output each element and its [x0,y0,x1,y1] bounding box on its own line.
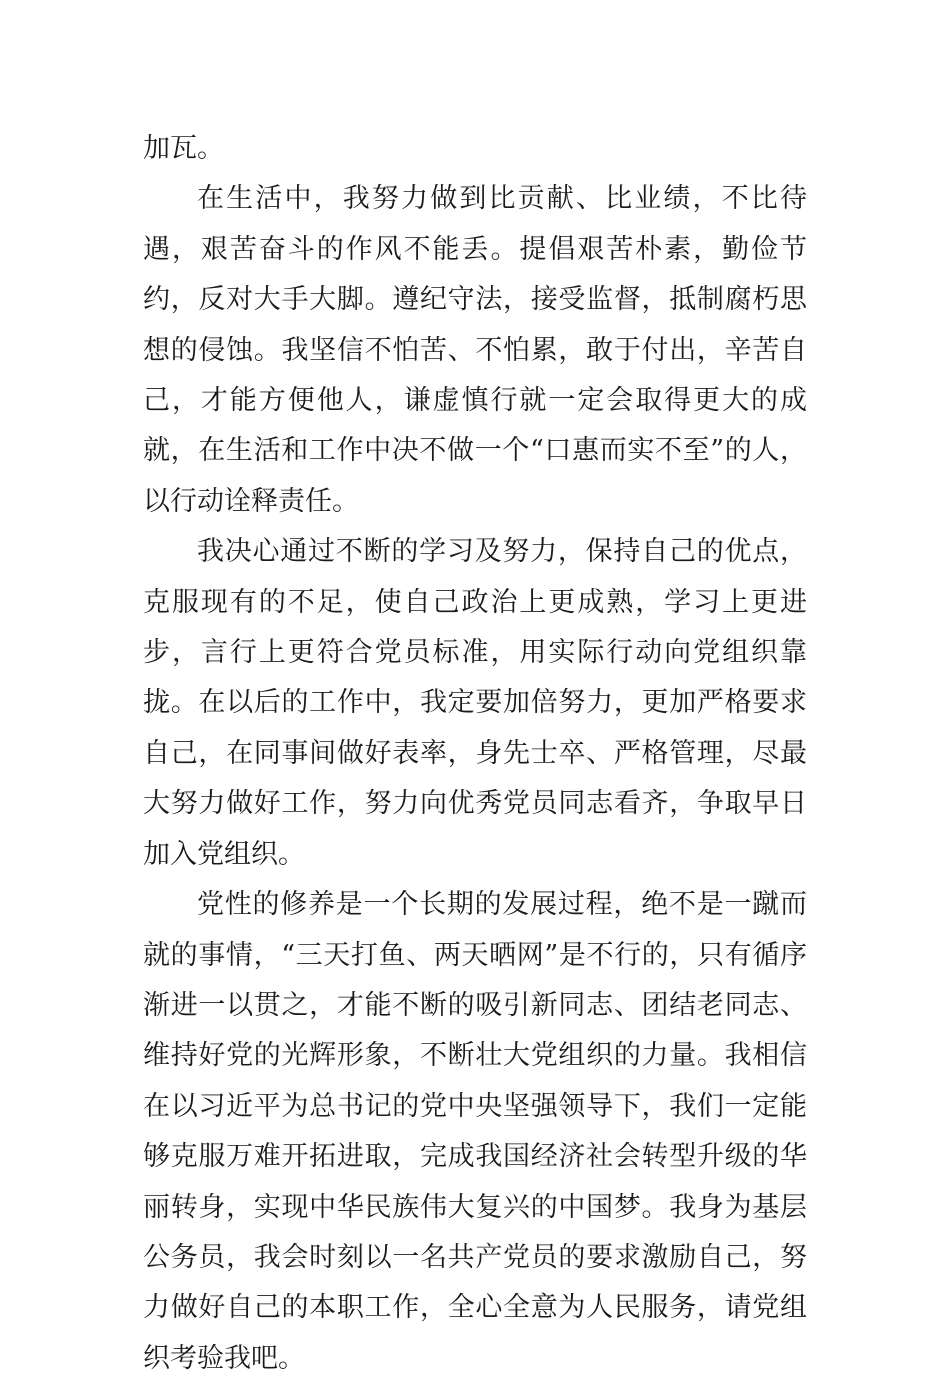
paragraph-party-cultivation: 党性的修养是一个长期的发展过程，绝不是一蹴而就的事情，“三天打鱼、两天晒网”是不行的，只有循序渐进一以贯之，才能不断的吸引新同志、团结老同志、维持好党的光辉形象，不断壮大党组织的力量。我相信在以习近平为总书记的党中央坚强领导下，我们一定能够克服万难开拓进取，完成我国经济社会转型升级的华丽转身，实现中华民族伟大复兴的中国梦。我身为基层公务员，我会时刻以一名共产党员的要求激励自己，努力做好自己的本职工作，全心全意为人民服务，请党组织考验我吧。 [143,889,807,1374]
paragraph-continuation: 加瓦。 [143,133,224,164]
paragraph-resolve: 我决心通过不断的学习及努力，保持自己的优点，克服现有的不足，使自己政治上更成熟，学习上更进步，言行上更符合党员标准，用实际行动向党组织靠拢。在以后的工作中，我定要加倍努力，更加严格要求自己，在同事间做好表率，身先士卒、严格管理，尽最大努力做好工作，努力向优秀党员同志看齐，争取早日加入党组织。 [143,536,807,870]
document-body [143,124,807,1384]
paragraph-life-conduct: 在生活中，我努力做到比贡献、比业绩，不比待遇，艰苦奋斗的作风不能丢。提倡艰苦朴素，勤俭节约，反对大手大脚。遵纪守法，接受监督，抵制腐朽思想的侵蚀。我坚信不怕苦、不怕累，敢于付出，辛苦自己，才能方便他人，谦虚慎行就一定会取得更大的成就，在生活和工作中决不做一个“口惠而实不至”的人，以行动诠释责任。 [143,183,807,517]
